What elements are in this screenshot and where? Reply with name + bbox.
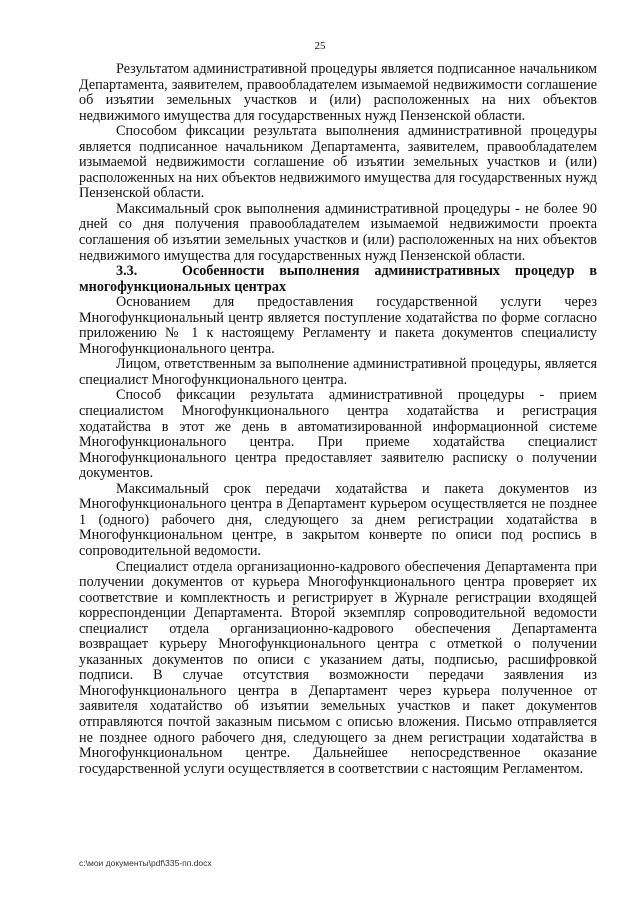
paragraph-result: Результатом административной процедуры является подписанное начальником Департамента, заявителем, правообладателем изымаемой недвижимости соглашение об изъятии земельных участков и (или) расположенных на них объектов недвижимого имущества для государственных нужд Пензенской области. — [79, 61, 597, 124]
footer-file-path: c:\мои документы\pdf\335-пп.docx — [79, 858, 212, 868]
page-number: 25 — [314, 40, 326, 52]
section-number: 3.3. — [116, 263, 138, 280]
paragraph-fixation: Способ фиксации результата административной процедуры - прием специалистом Многофункционального центра ходатайства и регистрация ходатайства в этот же день в автоматизированной информационной системе Многофункционального центра. При приеме ходатайства специалист Многофункционального центра предоставляет заявителю расписку о получении документов. — [79, 387, 597, 482]
paragraph-responsible: Лицом, ответственным за выполнение административной процедуры, является специалист Многофункционального центра. — [79, 356, 597, 388]
document-body — [79, 62, 597, 777]
paragraph-fixation-method: Способом фиксации результата выполнения административной процедуры является подписанное начальником Департамента, заявителем, правообладателем изымаемой недвижимости соглашение об изъятии земельных участков и (или) расположенных на них объектов недвижимого имущества для государственных нужд Пензенской области. — [79, 123, 597, 202]
paragraph-specialist: Специалист отдела организационно-кадрового обеспечения Департамента при получении документов от курьера Многофункционального центра проверяет их соответствие и комплектность и регистрирует в Журнале регистрации входящей корреспонденции Департамента. Второй экземпляр сопроводительной ведомости специалист отдела организационно-кадрового обеспечения Департамента возвращает курьеру Многофункционального центра с отметкой о получении указанных документов по описи с указанием даты, подписью, расшифровкой подписи. В случае отсутствия возможности передачи заявления из Многофункционального центра в Департамент через курьера полученное от заявителя ходатайство об изъятии земельных участков и пакет документов отправляются почтой заказным письмом с описью вложения. Письмо отправляется не позднее одного рабочего дня, следующего за днем регистрации ходатайства в Многофункциональном центре. Дальнейшее непосредственное оказание государственной услуги осуществляется в соответствии с настоящим Регламентом. — [79, 558, 597, 777]
paragraph-basis: Основанием для предоставления государственной услуги через Многофункциональный центр является поступление ходатайства по форме согласно приложению № 1 к настоящему Регламенту и пакета документов специалисту Многофункционального центра. — [79, 294, 597, 357]
section-heading — [79, 264, 597, 295]
section-title: Особенности выполнения административных процедур в многофункциональных центрах — [79, 263, 597, 295]
paragraph-transfer-term: Максимальный срок передачи ходатайства и пакета документов из Многофункционального центра в Департамент курьером осуществляется не позднее 1 (одного) рабочего дня, следующего за днем регистрации ходатайства в Многофункциональном центре, в закрытом конверте по описи под роспись в сопроводительной ведомости. — [79, 480, 597, 559]
paragraph-max-term: Максимальный срок выполнения административной процедуры - не более 90 дней со дня получения правообладателем изымаемой недвижимости проекта соглашения об изъятии земельных участков и (или) расположенных на них объектов недвижимого имущества для государственных нужд Пензенской области. — [79, 200, 597, 264]
